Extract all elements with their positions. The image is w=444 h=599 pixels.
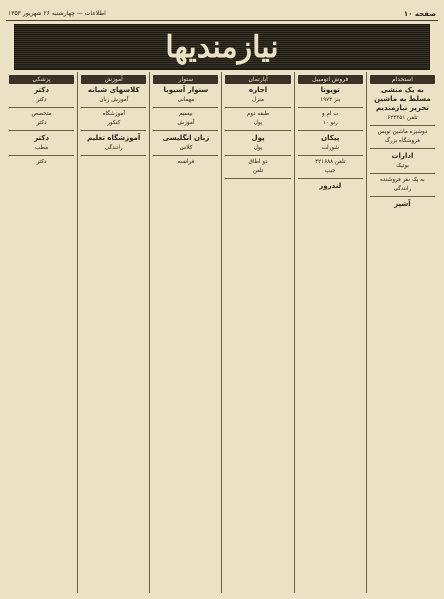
classified-ad: دکتر xyxy=(34,86,49,94)
classified-ad: بوتیک xyxy=(396,163,409,169)
classified-ad: پول xyxy=(251,134,265,142)
ad-divider xyxy=(370,148,435,149)
classified-ad: متخصص xyxy=(31,111,52,117)
ad-divider xyxy=(225,178,290,179)
classified-ad: رنو ۱۰ xyxy=(322,120,338,126)
classified-ad: دکتر xyxy=(34,134,49,142)
classified-ad: تلفن ۴۲۱۶۸۸ xyxy=(315,159,346,165)
classified-ad: بیسیم xyxy=(179,111,193,117)
classified-ad: جیپ xyxy=(324,168,336,174)
ad-column xyxy=(221,72,293,593)
masthead-title: نیازمندیها xyxy=(165,29,279,65)
ad-divider xyxy=(225,130,290,131)
classified-ad: مطب xyxy=(35,145,49,151)
ad-divider xyxy=(9,130,74,131)
classified-ad: فرانسه xyxy=(177,159,195,165)
classified-ad: تلفن xyxy=(252,168,264,174)
ad-column xyxy=(6,72,77,593)
classified-ad: رانندگی xyxy=(393,186,412,192)
classified-ad: رانندگی xyxy=(104,145,123,151)
section-heading: ستوار xyxy=(153,75,218,84)
ad-divider xyxy=(225,155,290,156)
ad-divider xyxy=(298,130,363,131)
ad-divider xyxy=(81,155,146,156)
classified-ad: به یک نفر فروشنده xyxy=(380,177,425,183)
section-heading: پزشکی xyxy=(9,75,74,84)
ad-divider xyxy=(153,130,218,131)
classified-ad: طبقه دوم xyxy=(246,111,270,117)
ad-columns xyxy=(6,72,438,593)
ad-divider xyxy=(370,196,435,197)
ad-divider xyxy=(298,178,363,179)
classified-ad: پول xyxy=(253,145,263,151)
ad-divider xyxy=(153,155,218,156)
section-heading: استخدام xyxy=(370,75,435,84)
page-header xyxy=(6,8,438,21)
dateline: اطلاعات — چهارشنبه ۲۶ شهریور ۱۳۵۳ xyxy=(8,10,106,17)
classified-ad: ادارات xyxy=(391,152,414,160)
classified-ad: دکتر xyxy=(36,159,47,165)
section-heading: آموزش xyxy=(81,75,146,84)
ad-divider xyxy=(9,155,74,156)
classified-ad: شورلت xyxy=(321,145,339,151)
ad-divider xyxy=(225,107,290,108)
ad-column xyxy=(77,72,149,593)
classified-ad: آموزش زبان xyxy=(99,97,129,103)
ad-divider xyxy=(298,107,363,108)
classified-ad: ستوار آسیوبا xyxy=(163,86,209,94)
classified-ad: زبان انگلیسی xyxy=(162,134,210,142)
classified-ad: کلاسهای شبانه xyxy=(87,86,140,94)
ad-divider xyxy=(153,107,218,108)
classified-ad: آموزش xyxy=(177,120,195,126)
classified-ad: آموزشگاه تعلیم xyxy=(87,134,141,142)
ad-divider xyxy=(298,155,363,156)
classified-ad: کلاس xyxy=(179,145,193,151)
classified-ad: اجاره xyxy=(248,86,268,94)
classified-ad: بنز ۱۹۷۲ xyxy=(320,97,341,103)
ad-column xyxy=(294,72,366,593)
classified-ad: آموزشگاه xyxy=(102,111,125,117)
classified-ad: تویوتا xyxy=(320,86,340,94)
ad-column xyxy=(149,72,221,593)
ad-divider xyxy=(81,107,146,108)
classified-ad: تلفن ۶۲۴۳۵۱ xyxy=(387,115,418,121)
ad-divider xyxy=(9,107,74,108)
classified-ad: فروشگاه بزرگ xyxy=(384,138,420,144)
masthead-banner xyxy=(14,24,430,70)
classified-ad: دکتر xyxy=(36,97,47,103)
classified-ad: منزل xyxy=(252,97,264,103)
page-number: صفحه ۱۰ xyxy=(403,10,436,18)
classified-ad: کنکور xyxy=(107,120,121,126)
ad-divider xyxy=(370,125,435,126)
section-heading: فروش اتومبیل xyxy=(298,75,363,84)
section-heading: آپارتمان xyxy=(225,75,290,84)
classified-ad: لندرور xyxy=(319,182,342,190)
classified-ad: مهمانی xyxy=(177,97,195,103)
classified-ad: دو اطاق xyxy=(248,159,268,165)
classified-ad: آشپز xyxy=(394,200,411,208)
ad-column xyxy=(366,72,438,593)
classified-ad: دوشیزه ماشین نویس xyxy=(377,129,428,135)
classified-ad: پیکان xyxy=(321,134,340,142)
classified-ad: پول xyxy=(253,120,263,126)
classified-ad: دکتر xyxy=(36,120,47,126)
classified-ad: ب ام و xyxy=(321,111,339,117)
classified-ad: به یک منشی مسلط به ماشین تحریر نیازمندیم xyxy=(374,86,431,112)
ad-divider xyxy=(370,173,435,174)
ad-divider xyxy=(81,130,146,131)
